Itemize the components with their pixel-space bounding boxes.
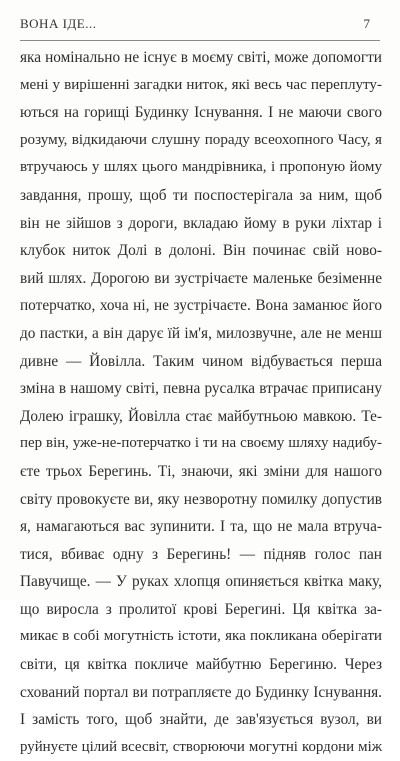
text-line: ються на горищі Будинку Існування. І не маючи свого — [20, 104, 382, 122]
text-line: він не зійшов з дороги, вкладаю йому в руки ліхтар і — [20, 214, 382, 232]
text-line: єте трьох Берегинь. Ті, знаючи, які зміни для нашого — [20, 462, 382, 480]
text-line: до пастки, а він дарує їй ім'я, милозвучне, але не менш — [20, 324, 382, 342]
text-line: мені у вирішенні загадки ниток, які весь час переплуту- — [20, 76, 382, 93]
text-line: я, намагаються вас зупинити. І та, що не мала втруча- — [20, 518, 382, 536]
text-line: Долею іграшку, Йовілла стає майбутньою мавкою. Те- — [20, 407, 382, 425]
text-line: зміна в нашому світі, певна русалка втрачає приписану — [20, 380, 382, 398]
page-number: 7 — [363, 16, 370, 31]
text-line: втручаюсь у шлях цього мандрівника, і пропоную йому — [20, 159, 382, 176]
text-line: пер він, уже-не-потерчатко і ти на своєму шляху надибу- — [20, 435, 382, 452]
text-line: світи, ця квітка покличе майбутню Берегиню. Через — [20, 656, 382, 674]
text-line: руйнуєте цілий всесвіт, створюючи могутні кордони між — [20, 738, 382, 755]
text-line: І замість того, щоб знайти, де зав'язується вузол, ви — [20, 711, 382, 729]
header-rule — [20, 40, 380, 41]
text-line: світу провокуєте ви, яку незворотну помилку допустив — [20, 490, 382, 508]
text-line: дивне — Йовілла. Таким чином відбувається перша — [20, 352, 382, 370]
header-title: ВОНА ІДЕ... — [20, 16, 97, 31]
text-line: що виросла з пролитої крові Берегині. Ця квітка за- — [20, 600, 382, 618]
text-line: завдання, прошу, щоб ти поспостерігала за ним, щоб — [20, 186, 382, 204]
text-line: схований портал ви потрапляєте до Будинку Існування. — [20, 683, 382, 701]
body-text — [20, 44, 382, 761]
text-line: тися, вбиває одну з Берегинь! — підняв голос пан — [20, 545, 382, 563]
text-line: вий шлях. Дорогою ви зустрічаєте маленьке безіменне — [20, 269, 382, 287]
text-line: потерчатко, хоча ні, не зустрічаєте. Вона заманює його — [20, 297, 382, 315]
text-line: яка номінально не існує в моєму світі, може допомогти — [20, 49, 382, 66]
text-line: клубок ниток Долі в долоні. Він починає свій ново- — [20, 242, 382, 260]
running-head — [0, 16, 400, 36]
text-line: Павучище. — У руках хлопця опиняється квітка маку, — [20, 573, 382, 591]
text-line: розуму, відкидаючи слушну пораду всеохопного Часу, я — [20, 131, 382, 148]
text-line: микає в собі могутність істоти, яка покликана оберігати — [20, 628, 382, 645]
